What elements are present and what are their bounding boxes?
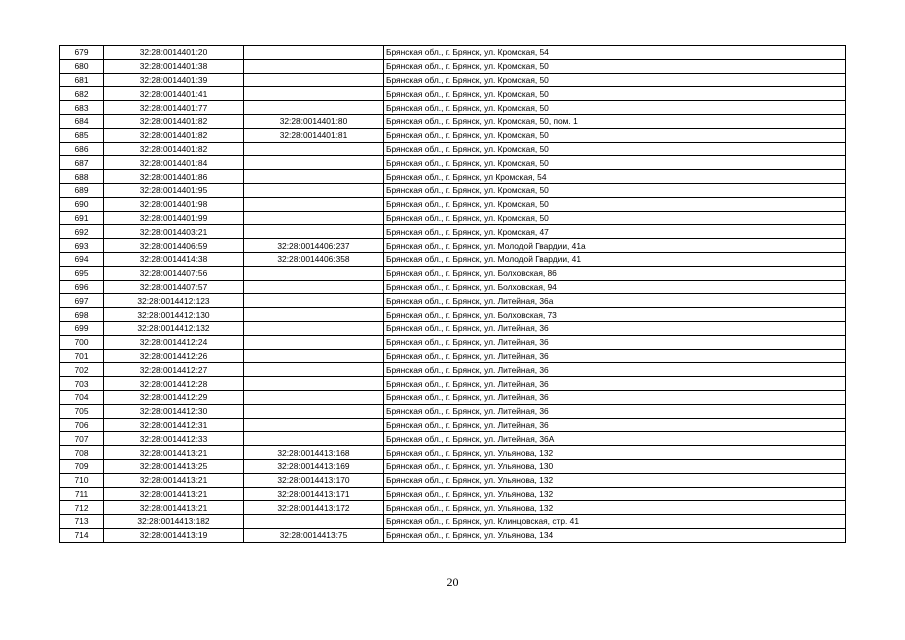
related-cadastral-number-cell <box>244 418 384 432</box>
related-cadastral-number-cell <box>244 321 384 335</box>
row-number-cell: 698 <box>60 308 104 322</box>
cadastral-number-cell: 32:28:0014401:86 <box>104 170 244 184</box>
cadastral-number-cell: 32:28:0014412:30 <box>104 404 244 418</box>
related-cadastral-number-cell <box>244 308 384 322</box>
related-cadastral-number-cell <box>244 432 384 446</box>
related-cadastral-number-cell <box>244 294 384 308</box>
address-cell: Брянская обл., г. Брянск, ул. Литейная, 36 <box>384 349 846 363</box>
cadastral-number-cell: 32:28:0014413:21 <box>104 501 244 515</box>
address-cell: Брянская обл., г. Брянск, ул. Ульянова, 132 <box>384 473 846 487</box>
cadastral-number-cell: 32:28:0014401:99 <box>104 211 244 225</box>
row-number-cell: 706 <box>60 418 104 432</box>
address-cell: Брянская обл., г. Брянск, ул. Ульянова, 130 <box>384 459 846 473</box>
table-row <box>60 183 846 197</box>
row-number-cell: 713 <box>60 515 104 529</box>
address-cell: Брянская обл., г. Брянск, ул. Болховская, 86 <box>384 266 846 280</box>
address-cell: Брянская обл., г. Брянск, ул. Литейная, 36 <box>384 335 846 349</box>
row-number-cell: 710 <box>60 473 104 487</box>
row-number-cell: 712 <box>60 501 104 515</box>
related-cadastral-number-cell <box>244 390 384 404</box>
related-cadastral-number-cell <box>244 46 384 60</box>
row-number-cell: 685 <box>60 128 104 142</box>
table-row <box>60 197 846 211</box>
row-number-cell: 683 <box>60 101 104 115</box>
address-cell: Брянская обл., г. Брянск, ул. Молодой Гвардии, 41 <box>384 252 846 266</box>
address-cell: Брянская обл., г. Брянск, ул. Литейная, 36 <box>384 363 846 377</box>
related-cadastral-number-cell: 32:28:0014413:172 <box>244 501 384 515</box>
row-number-cell: 703 <box>60 377 104 391</box>
row-number-cell: 714 <box>60 528 104 542</box>
row-number-cell: 689 <box>60 183 104 197</box>
cadastral-number-cell: 32:28:0014412:132 <box>104 321 244 335</box>
table-row <box>60 432 846 446</box>
row-number-cell: 705 <box>60 404 104 418</box>
address-cell: Брянская обл., г. Брянск, ул. Болховская, 73 <box>384 308 846 322</box>
row-number-cell: 690 <box>60 197 104 211</box>
table-row <box>60 363 846 377</box>
cadastral-number-cell: 32:28:0014401:82 <box>104 114 244 128</box>
table-row <box>60 142 846 156</box>
cadastral-number-cell: 32:28:0014413:21 <box>104 446 244 460</box>
related-cadastral-number-cell: 32:28:0014401:81 <box>244 128 384 142</box>
row-number-cell: 701 <box>60 349 104 363</box>
table-row <box>60 225 846 239</box>
table-row <box>60 404 846 418</box>
row-number-cell: 686 <box>60 142 104 156</box>
cadastral-number-cell: 32:28:0014412:27 <box>104 363 244 377</box>
cadastral-number-cell: 32:28:0014401:98 <box>104 197 244 211</box>
table-row <box>60 114 846 128</box>
table-row <box>60 335 846 349</box>
cadastral-number-cell: 32:28:0014412:28 <box>104 377 244 391</box>
row-number-cell: 707 <box>60 432 104 446</box>
cadastral-number-cell: 32:28:0014401:95 <box>104 183 244 197</box>
related-cadastral-number-cell <box>244 73 384 87</box>
table-row <box>60 266 846 280</box>
table-row <box>60 459 846 473</box>
address-cell: Брянская обл., г. Брянск, ул. Литейная, 36 <box>384 321 846 335</box>
related-cadastral-number-cell <box>244 142 384 156</box>
cadastral-number-cell: 32:28:0014407:57 <box>104 280 244 294</box>
related-cadastral-number-cell: 32:28:0014413:168 <box>244 446 384 460</box>
related-cadastral-number-cell: 32:28:0014401:80 <box>244 114 384 128</box>
table-row <box>60 73 846 87</box>
table-row <box>60 87 846 101</box>
address-cell: Брянская обл., г. Брянск, ул. Кромская, 50 <box>384 183 846 197</box>
related-cadastral-number-cell <box>244 59 384 73</box>
address-cell: Брянская обл., г. Брянск, ул. Кромская, 54 <box>384 46 846 60</box>
table-row <box>60 46 846 60</box>
related-cadastral-number-cell <box>244 170 384 184</box>
cadastral-number-cell: 32:28:0014401:77 <box>104 101 244 115</box>
cadastral-number-cell: 32:28:0014412:24 <box>104 335 244 349</box>
related-cadastral-number-cell <box>244 183 384 197</box>
row-number-cell: 702 <box>60 363 104 377</box>
address-cell: Брянская обл., г. Брянск, ул. Молодой Гвардии, 41а <box>384 239 846 253</box>
row-number-cell: 679 <box>60 46 104 60</box>
related-cadastral-number-cell <box>244 515 384 529</box>
row-number-cell: 696 <box>60 280 104 294</box>
table-row <box>60 239 846 253</box>
address-cell: Брянская обл., г. Брянск, ул. Клинцовская, стр. 41 <box>384 515 846 529</box>
cadastral-number-cell: 32:28:0014412:31 <box>104 418 244 432</box>
table-row <box>60 308 846 322</box>
address-cell: Брянская обл., г. Брянск, ул. Кромская, 47 <box>384 225 846 239</box>
cadastral-number-cell: 32:28:0014401:82 <box>104 142 244 156</box>
cadastral-number-cell: 32:28:0014413:19 <box>104 528 244 542</box>
address-cell: Брянская обл., г. Брянск, ул. Кромская, 50 <box>384 73 846 87</box>
table-row <box>60 128 846 142</box>
table-row <box>60 101 846 115</box>
table-row <box>60 473 846 487</box>
related-cadastral-number-cell <box>244 377 384 391</box>
table-row <box>60 501 846 515</box>
related-cadastral-number-cell <box>244 211 384 225</box>
table-row <box>60 528 846 542</box>
cadastral-number-cell: 32:28:0014403:21 <box>104 225 244 239</box>
address-cell: Брянская обл., г. Брянск, ул. Литейная, 36а <box>384 294 846 308</box>
row-number-cell: 709 <box>60 459 104 473</box>
address-cell: Брянская обл., г. Брянск, ул. Кромская, 50 <box>384 156 846 170</box>
address-cell: Брянская обл., г. Брянск, ул. Литейная, 36 <box>384 390 846 404</box>
row-number-cell: 680 <box>60 59 104 73</box>
related-cadastral-number-cell <box>244 280 384 294</box>
property-table-body <box>60 46 846 543</box>
address-cell: Брянская обл., г. Брянск, ул. Кромская, 50 <box>384 128 846 142</box>
table-row <box>60 487 846 501</box>
table-row <box>60 280 846 294</box>
related-cadastral-number-cell <box>244 266 384 280</box>
cadastral-number-cell: 32:28:0014413:21 <box>104 487 244 501</box>
cadastral-number-cell: 32:28:0014412:123 <box>104 294 244 308</box>
address-cell: Брянская обл., г. Брянск, ул. Литейная, 36А <box>384 432 846 446</box>
row-number-cell: 695 <box>60 266 104 280</box>
address-cell: Брянская обл., г. Брянск, ул. Литейная, 36 <box>384 404 846 418</box>
address-cell: Брянская обл., г. Брянск, ул. Ульянова, 132 <box>384 501 846 515</box>
cadastral-number-cell: 32:28:0014401:39 <box>104 73 244 87</box>
table-row <box>60 211 846 225</box>
table-row <box>60 349 846 363</box>
row-number-cell: 687 <box>60 156 104 170</box>
related-cadastral-number-cell <box>244 363 384 377</box>
cadastral-number-cell: 32:28:0014414:38 <box>104 252 244 266</box>
related-cadastral-number-cell: 32:28:0014406:237 <box>244 239 384 253</box>
page-number: 20 <box>446 575 459 589</box>
row-number-cell: 697 <box>60 294 104 308</box>
cadastral-number-cell: 32:28:0014412:130 <box>104 308 244 322</box>
row-number-cell: 700 <box>60 335 104 349</box>
related-cadastral-number-cell <box>244 197 384 211</box>
related-cadastral-number-cell <box>244 225 384 239</box>
row-number-cell: 699 <box>60 321 104 335</box>
row-number-cell: 694 <box>60 252 104 266</box>
row-number-cell: 681 <box>60 73 104 87</box>
address-cell: Брянская обл., г. Брянск, ул. Ульянова, 132 <box>384 446 846 460</box>
row-number-cell: 684 <box>60 114 104 128</box>
related-cadastral-number-cell <box>244 156 384 170</box>
related-cadastral-number-cell: 32:28:0014413:170 <box>244 473 384 487</box>
table-row <box>60 59 846 73</box>
address-cell: Брянская обл., г. Брянск, ул. Литейная, 36 <box>384 377 846 391</box>
address-cell: Брянская обл., г. Брянск, ул. Кромская, 50 <box>384 101 846 115</box>
property-table <box>59 45 846 543</box>
address-cell: Брянская обл., г. Брянск, ул. Кромская, 50, пом. 1 <box>384 114 846 128</box>
cadastral-number-cell: 32:28:0014413:21 <box>104 473 244 487</box>
cadastral-number-cell: 32:28:0014413:182 <box>104 515 244 529</box>
address-cell: Брянская обл., г. Брянск, ул. Ульянова, 134 <box>384 528 846 542</box>
related-cadastral-number-cell: 32:28:0014413:171 <box>244 487 384 501</box>
cadastral-number-cell: 32:28:0014401:20 <box>104 46 244 60</box>
address-cell: Брянская обл., г. Брянск, ул. Кромская, 50 <box>384 142 846 156</box>
table-row <box>60 321 846 335</box>
cadastral-number-cell: 32:28:0014413:25 <box>104 459 244 473</box>
row-number-cell: 704 <box>60 390 104 404</box>
related-cadastral-number-cell: 32:28:0014413:169 <box>244 459 384 473</box>
cadastral-number-cell: 32:28:0014407:56 <box>104 266 244 280</box>
related-cadastral-number-cell <box>244 101 384 115</box>
related-cadastral-number-cell <box>244 404 384 418</box>
address-cell: Брянская обл., г. Брянск, ул. Болховская, 94 <box>384 280 846 294</box>
related-cadastral-number-cell: 32:28:0014413:75 <box>244 528 384 542</box>
related-cadastral-number-cell <box>244 87 384 101</box>
address-cell: Брянская обл., г. Брянск, ул. Кромская, 50 <box>384 87 846 101</box>
address-cell: Брянская обл., г. Брянск, ул. Кромская, 50 <box>384 211 846 225</box>
related-cadastral-number-cell: 32:28:0014406:358 <box>244 252 384 266</box>
table-row <box>60 377 846 391</box>
table-row <box>60 418 846 432</box>
row-number-cell: 692 <box>60 225 104 239</box>
table-row <box>60 390 846 404</box>
row-number-cell: 711 <box>60 487 104 501</box>
address-cell: Брянская обл., г. Брянск, ул. Кромская, 50 <box>384 59 846 73</box>
address-cell: Брянская обл., г. Брянск, ул. Литейная, 36 <box>384 418 846 432</box>
address-cell: Брянская обл., г. Брянск, ул. Ульянова, 132 <box>384 487 846 501</box>
table-row <box>60 156 846 170</box>
table-row <box>60 294 846 308</box>
cadastral-number-cell: 32:28:0014401:82 <box>104 128 244 142</box>
related-cadastral-number-cell <box>244 335 384 349</box>
cadastral-number-cell: 32:28:0014401:38 <box>104 59 244 73</box>
table-row <box>60 446 846 460</box>
row-number-cell: 682 <box>60 87 104 101</box>
cadastral-number-cell: 32:28:0014401:84 <box>104 156 244 170</box>
cadastral-number-cell: 32:28:0014412:29 <box>104 390 244 404</box>
address-cell: Брянская обл., г. Брянск, ул Кромская, 54 <box>384 170 846 184</box>
row-number-cell: 708 <box>60 446 104 460</box>
row-number-cell: 688 <box>60 170 104 184</box>
table-row <box>60 170 846 184</box>
row-number-cell: 691 <box>60 211 104 225</box>
table-row <box>60 515 846 529</box>
cadastral-number-cell: 32:28:0014406:59 <box>104 239 244 253</box>
cadastral-number-cell: 32:28:0014401:41 <box>104 87 244 101</box>
related-cadastral-number-cell <box>244 349 384 363</box>
cadastral-number-cell: 32:28:0014412:26 <box>104 349 244 363</box>
cadastral-number-cell: 32:28:0014412:33 <box>104 432 244 446</box>
address-cell: Брянская обл., г. Брянск, ул. Кромская, 50 <box>384 197 846 211</box>
table-row <box>60 252 846 266</box>
row-number-cell: 693 <box>60 239 104 253</box>
